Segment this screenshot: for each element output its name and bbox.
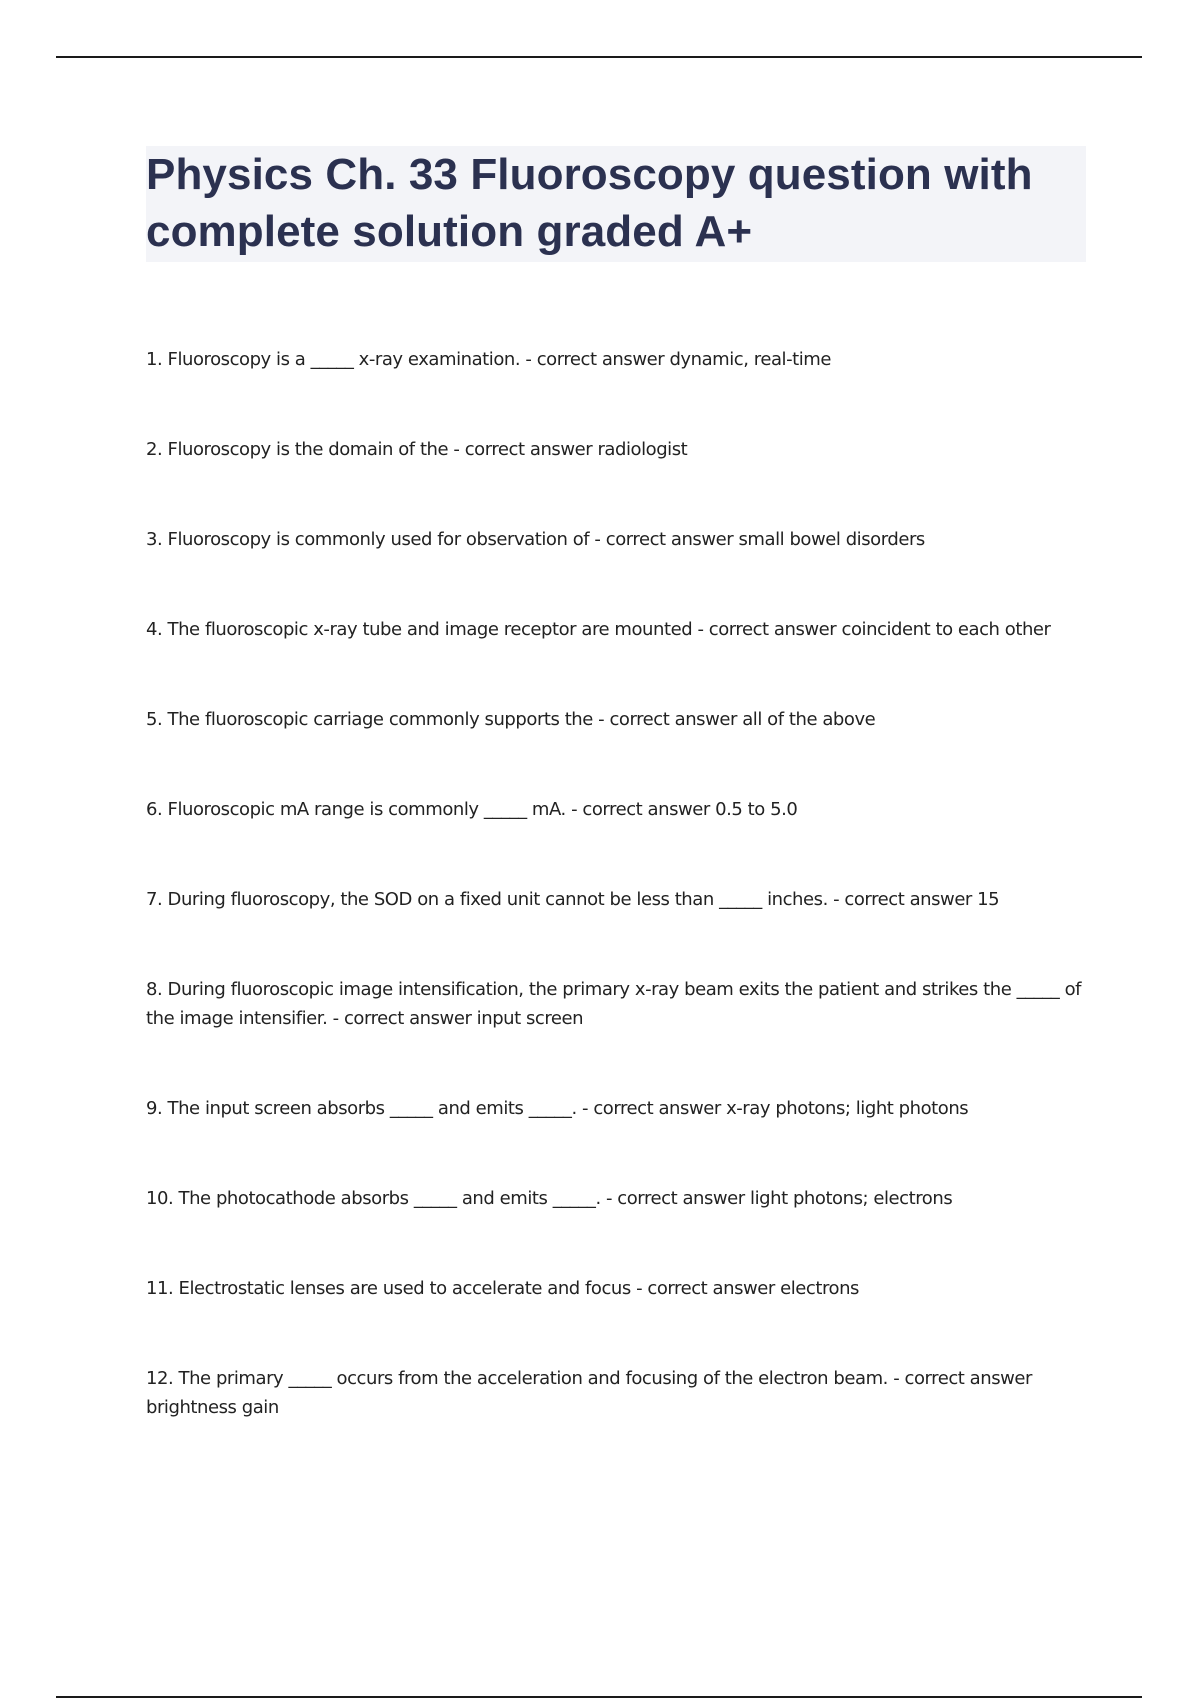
question-item-12: 12. The primary _____ occurs from the acceleration and focusing of the electron beam. - correct answer brightness gain	[146, 1368, 1032, 1418]
title-block	[146, 146, 1086, 262]
header-rule	[56, 56, 1142, 58]
question-item-2: 2. Fluoroscopy is the domain of the - correct answer radiologist	[146, 439, 688, 460]
question-item-10: 10. The photocathode absorbs _____ and emits _____. - correct answer light photons; electrons	[146, 1188, 953, 1209]
question-item-11: 11. Electrostatic lenses are used to accelerate and focus - correct answer electrons	[146, 1278, 859, 1299]
question-list	[146, 345, 1096, 1422]
question-item-9: 9. The input screen absorbs _____ and emits _____. - correct answer x-ray photons; light photons	[146, 1098, 969, 1119]
question-item-1: 1. Fluoroscopy is a _____ x-ray examination. - correct answer dynamic, real-time	[146, 349, 832, 370]
question-item-3: 3. Fluoroscopy is commonly used for observation of - correct answer small bowel disorders	[146, 529, 925, 550]
question-item-6: 6. Fluoroscopic mA range is commonly _____ mA. - correct answer 0.5 to 5.0	[146, 799, 798, 820]
question-item-8: 8. During fluoroscopic image intensification, the primary x-ray beam exits the patient and strikes the _____ of the image intensifier. - correct answer input screen	[146, 979, 1082, 1029]
question-item-4: 4. The fluoroscopic x-ray tube and image receptor are mounted - correct answer coincident to each other	[146, 619, 1051, 640]
document-title: Physics Ch. 33 Fluoroscopy question with complete solution graded A+	[146, 150, 1033, 256]
question-item-5: 5. The fluoroscopic carriage commonly supports the - correct answer all of the above	[146, 709, 876, 730]
question-item-7: 7. During fluoroscopy, the SOD on a fixed unit cannot be less than _____ inches. - correct answer 15	[146, 889, 1000, 910]
footer-rule	[56, 1696, 1142, 1698]
